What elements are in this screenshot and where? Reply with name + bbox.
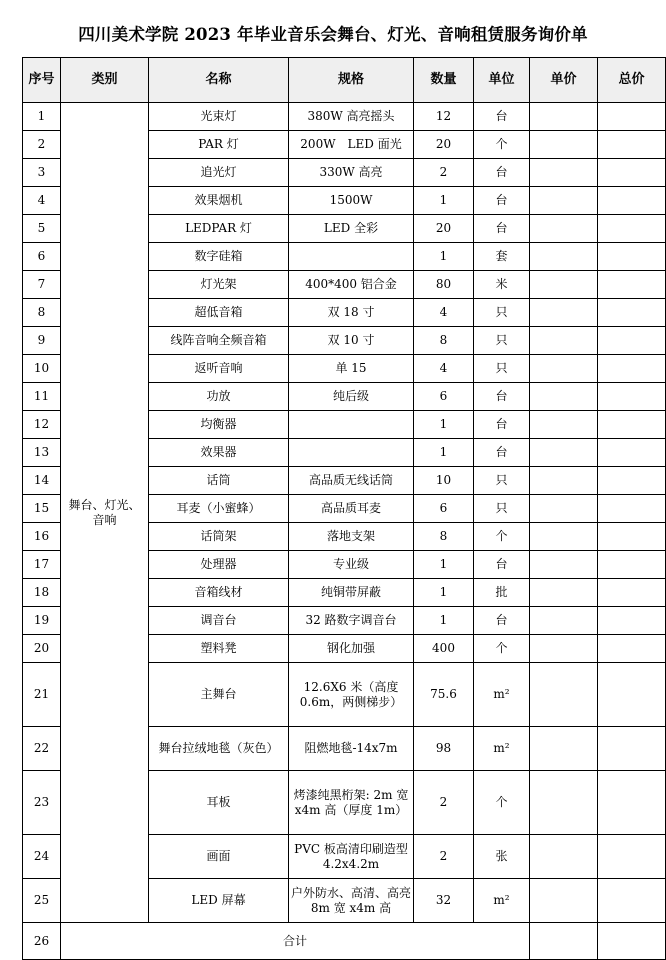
cell-unit: 台	[474, 187, 530, 215]
cell-unit-price	[530, 271, 598, 299]
cell-no: 16	[23, 523, 61, 551]
cell-name: 线阵音响全频音箱	[149, 327, 289, 355]
cell-total-price	[598, 727, 666, 771]
cell-total-price	[598, 879, 666, 923]
cell-qty: 20	[414, 131, 474, 159]
cell-spec: LED 全彩	[289, 215, 414, 243]
cell-no: 17	[23, 551, 61, 579]
cell-unit: 只	[474, 467, 530, 495]
cell-unit-price	[530, 327, 598, 355]
table-header	[23, 58, 666, 103]
cell-name: 灯光架	[149, 271, 289, 299]
cell-no: 9	[23, 327, 61, 355]
cell-name: 返听音响	[149, 355, 289, 383]
cell-unit: 张	[474, 835, 530, 879]
cell-no: 12	[23, 411, 61, 439]
cell-no: 4	[23, 187, 61, 215]
cell-unit-price	[530, 355, 598, 383]
cell-unit-price	[530, 383, 598, 411]
cell-total-price	[598, 187, 666, 215]
header-qty: 数量	[414, 58, 474, 103]
cell-spec: 户外防水、高清、高亮 8m 宽 x4m 高	[289, 879, 414, 923]
table-row	[23, 103, 666, 131]
cell-no: 25	[23, 879, 61, 923]
cell-name: 舞台拉绒地毯（灰色）	[149, 727, 289, 771]
cell-no: 1	[23, 103, 61, 131]
cell-unit: 批	[474, 579, 530, 607]
cell-unit: 套	[474, 243, 530, 271]
cell-qty: 1	[414, 243, 474, 271]
cell-name: 话筒	[149, 467, 289, 495]
cell-qty: 6	[414, 383, 474, 411]
cell-qty: 6	[414, 495, 474, 523]
cell-total-price	[598, 271, 666, 299]
cell-spec: 纯后级	[289, 383, 414, 411]
cell-name: LEDPAR 灯	[149, 215, 289, 243]
cell-no: 11	[23, 383, 61, 411]
header-category: 类别	[61, 58, 149, 103]
cell-no: 15	[23, 495, 61, 523]
cell-spec: 200W LED 面光	[289, 131, 414, 159]
cell-no: 21	[23, 663, 61, 727]
cell-no: 18	[23, 579, 61, 607]
cell-qty: 98	[414, 727, 474, 771]
cell-unit: 只	[474, 327, 530, 355]
cell-no: 2	[23, 131, 61, 159]
cell-unit-price	[530, 495, 598, 523]
cell-total-price	[598, 579, 666, 607]
cell-spec: 400*400 铝合金	[289, 271, 414, 299]
cell-total-price	[598, 771, 666, 835]
cell-total-price	[598, 411, 666, 439]
cell-qty: 1	[414, 551, 474, 579]
cell-no: 23	[23, 771, 61, 835]
cell-no: 3	[23, 159, 61, 187]
cell-unit-price	[530, 771, 598, 835]
cell-qty: 20	[414, 215, 474, 243]
cell-total-price	[598, 103, 666, 131]
cell-name: 数字硅箱	[149, 243, 289, 271]
cell-name: 塑料凳	[149, 635, 289, 663]
cell-name: 主舞台	[149, 663, 289, 727]
cell-unit: 只	[474, 299, 530, 327]
cell-no: 20	[23, 635, 61, 663]
cell-spec: 纯铜带屏蔽	[289, 579, 414, 607]
cell-spec: 380W 高亮摇头	[289, 103, 414, 131]
cell-total-price	[598, 243, 666, 271]
cell-total-price	[598, 663, 666, 727]
cell-unit: 台	[474, 215, 530, 243]
cell-unit-price	[530, 607, 598, 635]
cell-total-price	[598, 439, 666, 467]
cell-total-total-price	[598, 923, 666, 960]
cell-name: LED 屏幕	[149, 879, 289, 923]
cell-unit: 台	[474, 439, 530, 467]
cell-total-price	[598, 495, 666, 523]
cell-spec	[289, 243, 414, 271]
cell-unit: 个	[474, 635, 530, 663]
cell-name: 追光灯	[149, 159, 289, 187]
cell-spec: 单 15	[289, 355, 414, 383]
cell-total-price	[598, 607, 666, 635]
cell-name: PAR 灯	[149, 131, 289, 159]
cell-unit-price	[530, 159, 598, 187]
cell-name: 画面	[149, 835, 289, 879]
cell-spec: 330W 高亮	[289, 159, 414, 187]
cell-unit-price	[530, 835, 598, 879]
cell-qty: 12	[414, 103, 474, 131]
cell-unit: 只	[474, 355, 530, 383]
cell-unit: 台	[474, 607, 530, 635]
table-body	[23, 103, 666, 960]
cell-unit-price	[530, 879, 598, 923]
cell-unit-price	[530, 551, 598, 579]
cell-unit-price	[530, 103, 598, 131]
cell-qty: 32	[414, 879, 474, 923]
header-unit: 单位	[474, 58, 530, 103]
cell-name: 功放	[149, 383, 289, 411]
cell-spec: 1500W	[289, 187, 414, 215]
cell-unit-price	[530, 411, 598, 439]
cell-unit-price	[530, 727, 598, 771]
cell-total-price	[598, 299, 666, 327]
cell-name: 耳板	[149, 771, 289, 835]
cell-unit: 个	[474, 771, 530, 835]
cell-unit: 只	[474, 495, 530, 523]
cell-spec	[289, 411, 414, 439]
cell-qty: 1	[414, 607, 474, 635]
header-no: 序号	[23, 58, 61, 103]
cell-unit-price	[530, 187, 598, 215]
cell-unit-price	[530, 131, 598, 159]
cell-total-price	[598, 159, 666, 187]
header-spec: 规格	[289, 58, 414, 103]
cell-unit: 台	[474, 383, 530, 411]
cell-name: 均衡器	[149, 411, 289, 439]
cell-no: 10	[23, 355, 61, 383]
cell-unit: 个	[474, 131, 530, 159]
cell-name: 音箱线材	[149, 579, 289, 607]
cell-spec: 12.6X6 米（高度 0.6m，两侧梯步）	[289, 663, 414, 727]
cell-unit-price	[530, 439, 598, 467]
cell-unit-price	[530, 467, 598, 495]
cell-spec: 双 10 寸	[289, 327, 414, 355]
cell-no: 22	[23, 727, 61, 771]
cell-qty: 8	[414, 523, 474, 551]
cell-spec: 高品质无线话筒	[289, 467, 414, 495]
cell-total-price	[598, 523, 666, 551]
cell-no: 19	[23, 607, 61, 635]
cell-qty: 400	[414, 635, 474, 663]
cell-qty: 4	[414, 355, 474, 383]
cell-qty: 8	[414, 327, 474, 355]
cell-total-label: 合计	[61, 923, 530, 960]
cell-unit: 米	[474, 271, 530, 299]
cell-unit-price	[530, 299, 598, 327]
cell-name: 效果器	[149, 439, 289, 467]
table-header-row	[23, 58, 666, 103]
cell-name: 耳麦（小蜜蜂）	[149, 495, 289, 523]
cell-total-price	[598, 327, 666, 355]
cell-spec: 阻燃地毯-14x7m	[289, 727, 414, 771]
quotation-table	[22, 57, 666, 960]
cell-no: 24	[23, 835, 61, 879]
cell-unit: 台	[474, 411, 530, 439]
cell-unit: 个	[474, 523, 530, 551]
cell-qty: 4	[414, 299, 474, 327]
cell-name: 处理器	[149, 551, 289, 579]
cell-unit-price	[530, 523, 598, 551]
cell-spec: 高品质耳麦	[289, 495, 414, 523]
cell-spec: 32 路数字调音台	[289, 607, 414, 635]
cell-spec	[289, 439, 414, 467]
cell-no: 6	[23, 243, 61, 271]
cell-unit-price	[530, 635, 598, 663]
cell-no: 5	[23, 215, 61, 243]
cell-unit-price	[530, 579, 598, 607]
cell-qty: 10	[414, 467, 474, 495]
page-title: 四川美术学院 2023 年毕业音乐会舞台、灯光、音响租赁服务询价单	[78, 25, 588, 44]
cell-unit-price	[530, 663, 598, 727]
cell-qty: 1	[414, 579, 474, 607]
cell-unit: 台	[474, 551, 530, 579]
cell-name: 超低音箱	[149, 299, 289, 327]
cell-unit: 台	[474, 103, 530, 131]
cell-spec: 专业级	[289, 551, 414, 579]
cell-category: 舞台、灯光、音响	[61, 103, 149, 923]
cell-qty: 1	[414, 411, 474, 439]
cell-name: 话筒架	[149, 523, 289, 551]
cell-no: 7	[23, 271, 61, 299]
cell-total-price	[598, 355, 666, 383]
cell-unit: 台	[474, 159, 530, 187]
cell-qty: 75.6	[414, 663, 474, 727]
cell-spec: 双 18 寸	[289, 299, 414, 327]
cell-no: 13	[23, 439, 61, 467]
cell-no: 8	[23, 299, 61, 327]
header-unit-price: 单价	[530, 58, 598, 103]
cell-unit-price	[530, 215, 598, 243]
cell-spec: 烤漆纯黑桁架: 2m 宽 x4m 高（厚度 1m）	[289, 771, 414, 835]
cell-spec: 落地支架	[289, 523, 414, 551]
cell-name: 效果烟机	[149, 187, 289, 215]
cell-unit-price	[530, 243, 598, 271]
cell-total-price	[598, 215, 666, 243]
cell-spec: 钢化加强	[289, 635, 414, 663]
header-total-price: 总价	[598, 58, 666, 103]
cell-total-price	[598, 131, 666, 159]
cell-qty: 2	[414, 771, 474, 835]
cell-qty: 2	[414, 159, 474, 187]
cell-unit: m²	[474, 727, 530, 771]
cell-unit: m²	[474, 879, 530, 923]
cell-qty: 1	[414, 187, 474, 215]
cell-name: 调音台	[149, 607, 289, 635]
header-name: 名称	[149, 58, 289, 103]
cell-spec: PVC 板高清印刷造型 4.2x4.2m	[289, 835, 414, 879]
cell-qty: 2	[414, 835, 474, 879]
cell-unit: m²	[474, 663, 530, 727]
table-total-row	[23, 923, 666, 960]
cell-total-price	[598, 835, 666, 879]
cell-name: 光束灯	[149, 103, 289, 131]
cell-total-price	[598, 467, 666, 495]
cell-qty: 80	[414, 271, 474, 299]
cell-total-price	[598, 551, 666, 579]
cell-total-price	[598, 383, 666, 411]
cell-qty: 1	[414, 439, 474, 467]
cell-total-unit-price	[530, 923, 598, 960]
cell-no: 26	[23, 923, 61, 960]
cell-no: 14	[23, 467, 61, 495]
cell-total-price	[598, 635, 666, 663]
